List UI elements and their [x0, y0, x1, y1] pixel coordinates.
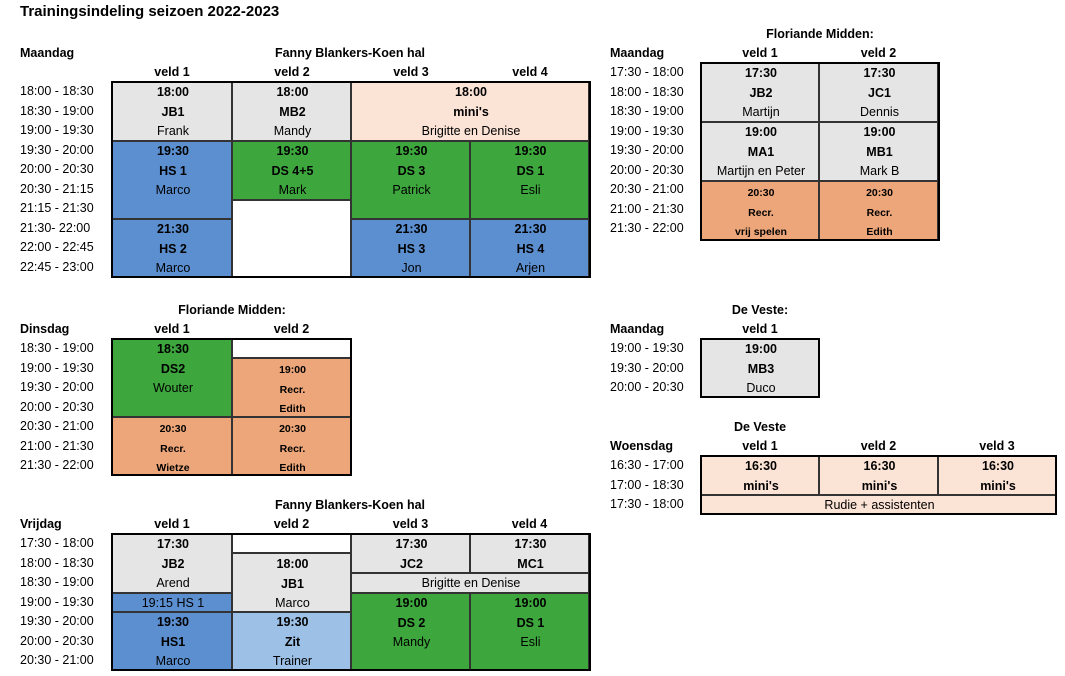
time-slot: 18:00 - 18:30: [20, 555, 94, 570]
slot-text: DS 3: [397, 163, 426, 178]
field-header: veld 3: [393, 65, 429, 79]
location-label: De Veste:: [731, 303, 789, 317]
slot-text: 19:30: [276, 144, 309, 158]
time-slot: 21:30 - 22:00: [20, 458, 94, 472]
day-label: Maandag: [20, 46, 75, 60]
time-slot: 18:30 - 19:00: [610, 104, 684, 118]
slot-text: DS 2: [397, 615, 426, 630]
field-header: veld 2: [274, 65, 310, 79]
time-slot: 18:30 - 19:00: [20, 103, 94, 118]
slot-text: MA1: [747, 144, 775, 159]
slot-text: Mandy: [392, 635, 431, 649]
slot-text: DS 4+5: [271, 163, 314, 178]
slot-text: Mark: [278, 183, 307, 197]
slot-text: Dennis: [860, 105, 899, 119]
slot-text: 19:30: [276, 615, 309, 629]
field-header: veld 2: [273, 322, 310, 336]
time-slot: 22:00 - 22:45: [20, 240, 94, 254]
slot-text: DS 1: [516, 163, 545, 178]
table-frame: [111, 338, 352, 476]
slot-text: Brigitte en Denise: [421, 124, 521, 138]
slot-text: HS 4: [516, 241, 545, 256]
time-slot: 18:00 - 18:30: [610, 84, 684, 99]
slot-text: DS2: [160, 361, 186, 376]
slot-text: 18:00: [276, 557, 309, 571]
slot-text: 17:30: [157, 537, 189, 551]
slot-text: Mark B: [859, 164, 900, 178]
slot-text: Arend: [156, 576, 190, 590]
slot-text: 16:30: [745, 459, 777, 473]
time-slot: 20:00 - 20:30: [610, 162, 684, 177]
field-header: veld 2: [860, 439, 897, 453]
slot-text: JB1: [281, 576, 304, 591]
time-slot: 19:30 - 20:00: [20, 614, 94, 628]
slot-text: 17:30: [745, 66, 777, 80]
slot-text: 20:30: [279, 423, 306, 435]
slot-text: Edith: [866, 226, 893, 238]
table-frame: [700, 62, 940, 241]
time-slot: 17:30 - 18:00: [610, 65, 684, 79]
slot-text: 19:00: [395, 596, 428, 610]
slot-text: 17:30: [514, 537, 547, 551]
slot-text: MB2: [279, 104, 306, 119]
time-slot: 16:30 - 17:00: [610, 458, 684, 472]
slot-text: 19:00: [745, 342, 777, 356]
location-label: De Veste: [733, 420, 787, 434]
slot-text: 19:30: [514, 144, 547, 158]
field-header: veld 1: [742, 439, 778, 453]
slot-text: Wietze: [156, 462, 190, 474]
slot-text: DS 1: [516, 615, 545, 630]
slot-text: Recr.: [279, 383, 306, 396]
slot-text: Recr.: [160, 442, 186, 455]
time-slot: 21:30- 22:00: [20, 220, 91, 235]
location-label: Floriande Midden:: [178, 303, 286, 317]
slot-text: mini's: [453, 104, 489, 119]
time-slot: 20:00 - 20:30: [610, 380, 684, 394]
time-slot: 20:00 - 20:30: [20, 399, 94, 414]
time-slot: 21:00 - 21:30: [610, 201, 684, 216]
slot-text: 20:30: [747, 187, 775, 199]
slot-text: MB1: [866, 144, 893, 159]
slot-text: Mandy: [273, 124, 312, 138]
slot-text: HS 1: [159, 163, 187, 178]
slot-text: 20:30: [159, 423, 187, 435]
slot-text: 21:30: [157, 222, 189, 236]
field-header: veld 1: [154, 322, 190, 336]
location-label: Floriande Midden:: [766, 27, 874, 41]
time-slot: 19:30 - 20:00: [20, 380, 94, 394]
slot-text: Trainer: [272, 654, 313, 668]
slot-text: HS 3: [397, 241, 426, 256]
time-slot: 17:00 - 18:30: [610, 477, 684, 492]
slot-text: MC1: [517, 556, 544, 571]
slot-text: 19:00: [279, 364, 306, 376]
field-header: veld 3: [392, 517, 429, 531]
slot-text: JC2: [400, 556, 423, 571]
slot-text: 17:30: [863, 66, 896, 80]
time-slot: 20:30 - 21:00: [20, 419, 94, 433]
location-label: Fanny Blankers-Koen hal: [274, 46, 426, 60]
time-slot: 21:15 - 21:30: [20, 201, 94, 215]
field-header: veld 4: [512, 65, 548, 79]
location-label: Fanny Blankers-Koen hal: [274, 498, 426, 512]
field-header: veld 3: [979, 439, 1015, 453]
time-slot: 19:30 - 20:00: [610, 360, 684, 375]
time-slot: 19:00 - 19:30: [610, 123, 684, 138]
time-slot: 22:45 - 23:00: [20, 259, 94, 274]
slot-text: Arjen: [515, 261, 546, 275]
slot-text: Rudie + assistenten: [824, 498, 935, 512]
time-slot: 20:30 - 21:15: [20, 181, 94, 196]
slot-text: 18:00: [157, 85, 189, 99]
slot-text: 17:30: [395, 537, 428, 551]
slot-text: Recr.: [279, 442, 306, 455]
time-slot: 19:30 - 20:00: [20, 142, 94, 157]
slot-text: 21:30: [395, 222, 428, 236]
slot-text: 16:30: [982, 459, 1014, 473]
slot-text: mini's: [743, 478, 779, 493]
slot-text: 19:00: [863, 125, 896, 139]
slot-text: 16:30: [863, 459, 896, 473]
table-frame: [111, 81, 591, 278]
day-label: Maandag: [610, 46, 665, 60]
slot-text: MB3: [747, 361, 775, 376]
day-label: Vrijdag: [20, 517, 62, 531]
slot-text: JB1: [161, 104, 185, 119]
slot-text: Esli: [520, 635, 541, 649]
day-label: Woensdag: [610, 439, 673, 453]
table-frame: [700, 338, 820, 398]
slot-text: 19:00: [745, 125, 777, 139]
slot-text: Edith: [279, 462, 306, 474]
day-label: Dinsdag: [20, 322, 70, 336]
time-slot: 17:30 - 18:00: [20, 536, 94, 550]
slot-text: Esli: [520, 183, 541, 197]
slot-text: HS1: [160, 634, 186, 649]
slot-text: Marco: [155, 654, 191, 668]
slot-text: Marco: [275, 596, 310, 610]
slot-text: JB2: [161, 556, 185, 571]
slot-text: Recr.: [748, 206, 774, 219]
field-header: veld 1: [154, 517, 190, 531]
slot-text: Brigitte en Denise: [421, 576, 521, 590]
field-header: veld 2: [860, 46, 897, 60]
field-header: veld 1: [742, 322, 778, 336]
slot-text: Recr.: [866, 206, 893, 219]
slot-text: 19:00: [514, 596, 547, 610]
field-header: veld 1: [154, 65, 190, 79]
time-slot: 18:30 - 19:00: [20, 575, 94, 589]
time-slot: 19:00 - 19:30: [20, 360, 94, 375]
slot-text: Marco: [155, 261, 191, 275]
slot-text: Frank: [157, 124, 189, 138]
time-slot: 19:30 - 20:00: [610, 143, 684, 157]
time-slot: 19:00 - 19:30: [20, 123, 94, 137]
slot-text: Martijn: [742, 105, 780, 119]
slot-text: Zit: [284, 634, 301, 649]
time-slot: 18:00 - 18:30: [20, 84, 94, 98]
field-header: veld 4: [511, 517, 548, 531]
slot-text: JC1: [868, 85, 891, 100]
slot-text: JB2: [749, 85, 773, 100]
slot-text: 18:30: [157, 342, 189, 356]
slot-text: 19:30: [157, 615, 189, 629]
slot-text: Wouter: [152, 381, 194, 395]
time-slot: 17:30 - 18:00: [610, 497, 684, 511]
slot-text: Duco: [746, 381, 776, 395]
table-frame: [111, 533, 591, 671]
slot-text: mini's: [861, 478, 898, 493]
page-title: Trainingsindeling seizoen 2022-2023: [20, 3, 280, 20]
slot-text: Martijn en Peter: [716, 164, 806, 178]
slot-text: 18:00: [455, 85, 487, 99]
time-slot: 19:00 - 19:30: [610, 341, 684, 355]
time-slot: 20:00 - 20:30: [20, 162, 94, 176]
slot-text: 20:30: [866, 187, 893, 199]
time-slot: 20:30 - 21:00: [610, 182, 684, 196]
time-slot: 18:30 - 19:00: [20, 341, 94, 355]
time-slot: 21:00 - 21:30: [20, 438, 94, 453]
slot-text: 19:15 HS 1: [141, 596, 205, 610]
time-slot: 21:30 - 22:00: [610, 221, 684, 235]
slot-text: 19:30: [395, 144, 428, 158]
field-header: veld 2: [273, 517, 310, 531]
day-label: Maandag: [610, 322, 665, 336]
time-slot: 20:00 - 20:30: [20, 633, 94, 648]
time-slot: 20:30 - 21:00: [20, 653, 94, 667]
slot-text: vrij spelen: [735, 226, 787, 238]
slot-text: 21:30: [514, 222, 547, 236]
slot-text: mini's: [980, 478, 1016, 493]
slot-text: Marco: [155, 183, 191, 197]
slot-text: 18:00: [276, 85, 309, 99]
slot-text: Jon: [401, 261, 422, 275]
time-slot: 19:00 - 19:30: [20, 594, 94, 609]
slot-text: Patrick: [392, 183, 431, 197]
field-header: veld 1: [742, 46, 778, 60]
slot-text: 19:30: [157, 144, 189, 158]
slot-text: HS 2: [159, 241, 187, 256]
table-frame: [700, 455, 1057, 515]
slot-text: Edith: [279, 403, 306, 415]
